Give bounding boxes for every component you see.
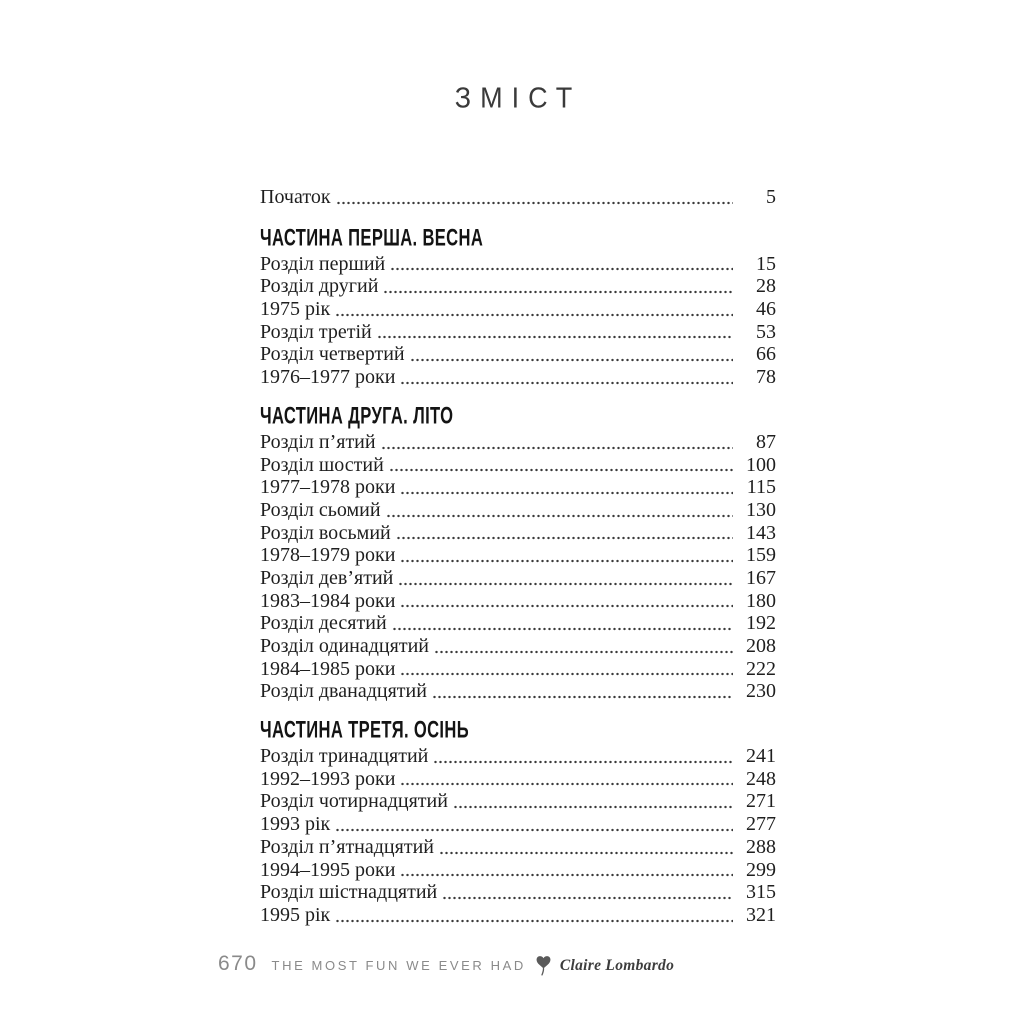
- toc-entry-label: 1995 рік: [260, 903, 331, 926]
- toc-entry-page-number: 192: [746, 612, 776, 635]
- toc-entry-label: Розділ чотирнадцятий: [260, 790, 448, 813]
- footer-book-title: THE MOST FUN WE EVER HAD: [271, 958, 526, 973]
- toc-entry-label: 1994–1995 роки: [260, 858, 396, 881]
- dot-leader: [335, 915, 733, 923]
- toc-entry: [260, 813, 776, 836]
- toc-entry-label: Розділ дванадцятий: [260, 680, 427, 703]
- dot-leader: [398, 578, 733, 586]
- toc-entry-label: 1976–1977 роки: [260, 366, 396, 389]
- dot-leader: [390, 263, 733, 271]
- toc-entry-label: 1975 рік: [260, 298, 331, 321]
- toc-entry-label: 1984–1985 роки: [260, 657, 396, 680]
- toc-entry-page-number: 222: [746, 657, 776, 680]
- toc-section-header: [260, 401, 776, 429]
- toc-entry-label: 1993 рік: [260, 813, 331, 836]
- toc-entry-page-number: 53: [756, 320, 776, 343]
- folio-page-number: 670: [218, 952, 258, 975]
- toc-entry: [260, 590, 776, 613]
- dot-leader: [400, 869, 733, 877]
- toc-entry-page-number: 143: [746, 521, 776, 544]
- toc-entry-page-number: 208: [746, 635, 776, 657]
- toc-entry-label: Розділ дев’ятий: [260, 566, 394, 589]
- toc-entry-page-number: 5: [766, 186, 776, 208]
- toc-entry-label: Розділ четвертий: [260, 343, 405, 366]
- toc-section-header-label: ЧАСТИНА ДРУГА. ЛІТО: [260, 401, 454, 429]
- toc-entry: [260, 790, 776, 813]
- toc-entry: [260, 366, 776, 389]
- toc-entry: [260, 680, 776, 703]
- footer-author: Claire Lombardo: [559, 957, 675, 974]
- toc-entry-label: Розділ десятий: [260, 612, 387, 635]
- toc-entry: [260, 635, 776, 658]
- toc-entry-label: Розділ одинадцятий: [260, 635, 429, 657]
- dot-leader: [434, 646, 733, 654]
- toc-entry-page-number: 78: [756, 366, 776, 389]
- toc-entry: [260, 431, 776, 454]
- page-title: ЗМІСТ: [454, 82, 582, 114]
- toc-entry-page-number: 277: [746, 813, 776, 836]
- dot-leader: [433, 756, 733, 764]
- toc-entry: [260, 186, 776, 209]
- toc-entry-page-number: 241: [746, 745, 776, 768]
- dot-leader: [400, 600, 733, 608]
- toc-entry: [260, 612, 776, 635]
- toc-entry-page-number: 115: [746, 476, 776, 499]
- toc-entry-label: Розділ перший: [260, 252, 386, 275]
- toc-entry-label: Розділ восьмий: [260, 521, 391, 544]
- toc-entry: [260, 836, 776, 859]
- dot-leader: [383, 286, 733, 294]
- toc-entry-label: Розділ п’ятий: [260, 430, 376, 453]
- toc-entry-page-number: 299: [746, 858, 776, 881]
- toc-entry-page-number: 15: [756, 252, 776, 275]
- dot-leader: [400, 487, 733, 495]
- dot-leader: [442, 892, 733, 900]
- dot-leader: [410, 354, 733, 362]
- dot-leader: [389, 464, 733, 472]
- dot-leader: [396, 532, 733, 540]
- toc-entry-page-number: 321: [746, 903, 776, 926]
- toc-entry-page-number: 159: [746, 544, 776, 567]
- toc-entry-label: Розділ сьомий: [260, 498, 381, 521]
- toc-entry-label: 1983–1984 роки: [260, 589, 396, 612]
- toc-entry-label: Розділ тринадцятий: [260, 745, 429, 768]
- toc-entry-page-number: 46: [756, 298, 776, 321]
- toc-entry-page-number: 87: [756, 430, 776, 453]
- toc-entry-label: 1992–1993 роки: [260, 767, 396, 790]
- toc-section-header-label: ЧАСТИНА ТРЕТЯ. ОСІНЬ: [260, 715, 469, 743]
- toc-entry-page-number: 288: [746, 835, 776, 858]
- toc-entry-label: 1977–1978 роки: [260, 476, 396, 499]
- toc-list: [260, 186, 776, 927]
- toc-entry-label: Розділ шістнадцятий: [260, 881, 438, 904]
- toc-entry-page-number: 230: [746, 680, 776, 703]
- running-footer: [218, 952, 674, 978]
- toc-entry: [260, 544, 776, 567]
- toc-entry: [260, 522, 776, 545]
- dot-leader: [400, 555, 733, 563]
- dot-leader: [453, 801, 733, 809]
- toc-entry: [260, 904, 776, 927]
- toc-entry-label: Початок: [260, 186, 331, 208]
- toc-entry: [260, 881, 776, 904]
- toc-entry: [260, 499, 776, 522]
- toc-entry: [260, 454, 776, 477]
- toc-entry-label: Розділ другий: [260, 275, 379, 298]
- dot-leader: [400, 668, 733, 676]
- dot-leader: [381, 442, 733, 450]
- toc-entry-page-number: 271: [746, 790, 776, 813]
- toc-section-header: [260, 715, 776, 743]
- toc-entry-page-number: 28: [756, 275, 776, 298]
- toc-section-header-label: ЧАСТИНА ПЕРША. ВЕСНА: [260, 223, 484, 251]
- toc-entry-page-number: 248: [746, 767, 776, 790]
- dot-leader: [392, 623, 733, 631]
- toc-entry: [260, 343, 776, 366]
- toc-entry: [260, 275, 776, 298]
- toc-entry: [260, 321, 776, 344]
- toc-entry: [260, 658, 776, 681]
- dot-leader: [400, 377, 733, 385]
- dot-leader: [335, 309, 733, 317]
- toc-entry-page-number: 315: [746, 881, 776, 904]
- toc-entry-page-number: 66: [756, 343, 776, 366]
- toc-entry: [260, 859, 776, 882]
- toc-entry-label: Розділ третій: [260, 320, 372, 343]
- toc-entry-page-number: 130: [746, 498, 776, 521]
- dot-leader: [377, 331, 733, 339]
- toc-entry-label: Розділ п’ятнадцятий: [260, 835, 434, 858]
- toc-entry: [260, 745, 776, 768]
- leaf-icon: [536, 955, 551, 981]
- dot-leader: [386, 510, 733, 518]
- toc-entry: [260, 476, 776, 499]
- dot-leader: [336, 197, 733, 205]
- toc-entry-page-number: 167: [746, 566, 776, 589]
- dot-leader: [335, 824, 733, 832]
- toc-entry-label: 1978–1979 роки: [260, 544, 396, 567]
- toc-section-header: [260, 223, 776, 251]
- toc-entry: [260, 567, 776, 590]
- toc-entry-page-number: 180: [746, 589, 776, 612]
- toc-entry-label: Розділ шостий: [260, 453, 384, 476]
- toc-entry: [260, 253, 776, 276]
- toc-entry: [260, 298, 776, 321]
- toc-entry: [260, 768, 776, 791]
- dot-leader: [432, 691, 733, 699]
- dot-leader: [400, 778, 733, 786]
- dot-leader: [439, 847, 733, 855]
- toc-entry-page-number: 100: [746, 453, 776, 476]
